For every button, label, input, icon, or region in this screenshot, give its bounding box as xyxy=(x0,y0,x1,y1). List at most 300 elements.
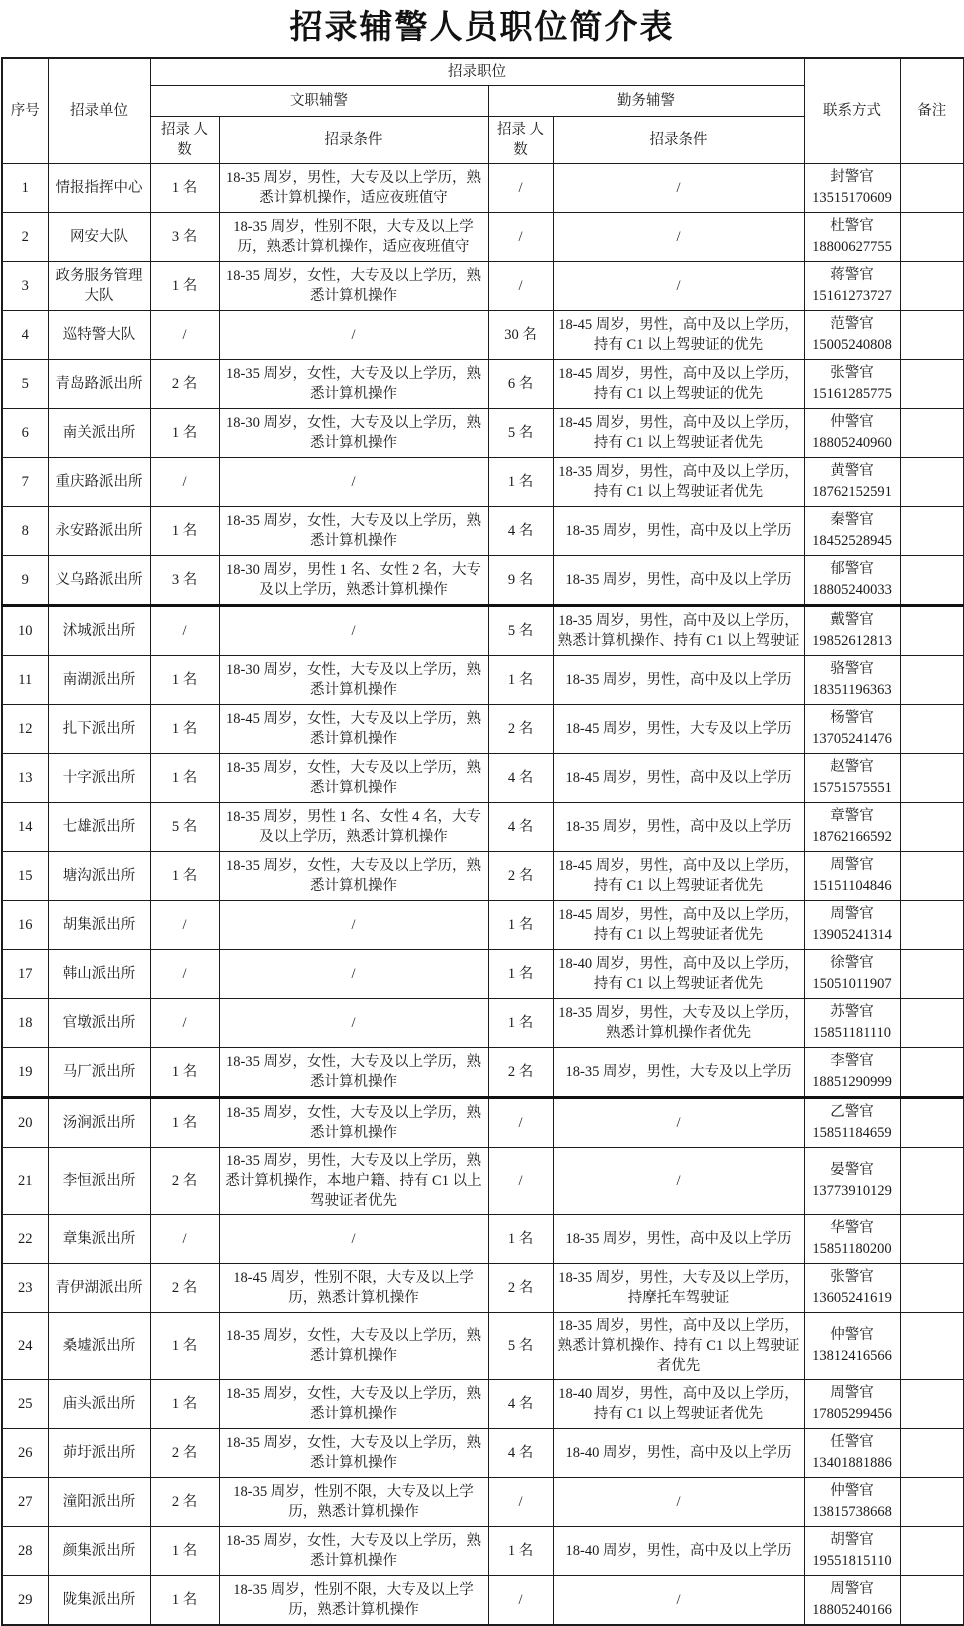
contact-officer-name: 张警官 xyxy=(830,1268,874,1285)
cell-duty-count: / xyxy=(488,1147,553,1214)
cell-civilian-conditions: 18-35 周岁，性别不限，大专及以上学历，熟悉计算机操作 xyxy=(219,1477,488,1526)
cell-duty-count: / xyxy=(488,1575,553,1625)
header-unit: 招录单位 xyxy=(48,58,150,164)
cell-row-number: 5 xyxy=(2,359,48,408)
cell-contact xyxy=(804,704,900,753)
contact-officer-name: 蒋警官 xyxy=(830,266,874,283)
cell-duty-conditions: 18-35 周岁，男性，大专及以上学历，熟悉计算机操作者优先 xyxy=(553,998,804,1047)
contact-phone-number: 15851180200 xyxy=(812,1240,892,1257)
cell-contact xyxy=(804,1097,900,1147)
cell-duty-count: / xyxy=(488,1097,553,1147)
cell-civilian-count: 1 名 xyxy=(150,408,219,457)
cell-remark xyxy=(900,1428,964,1477)
cell-civilian-conditions: 18-45 周岁，性别不限，大专及以上学历，熟悉计算机操作 xyxy=(219,1263,488,1312)
cell-unit: 庙头派出所 xyxy=(48,1379,150,1428)
cell-row-number: 29 xyxy=(2,1575,48,1625)
cell-duty-conditions: 18-35 周岁，男性，大专及以上学历，持摩托车驾驶证 xyxy=(553,1263,804,1312)
contact-phone-number: 18351196363 xyxy=(812,681,892,698)
cell-contact xyxy=(804,1147,900,1214)
table-row xyxy=(2,359,964,408)
cell-civilian-count: / xyxy=(150,998,219,1047)
contact-officer-name: 周警官 xyxy=(830,905,874,922)
cell-contact xyxy=(804,1047,900,1097)
table-row xyxy=(2,1097,964,1147)
cell-civilian-conditions: 18-35 周岁，女性，大专及以上学历，熟悉计算机操作 xyxy=(219,1097,488,1147)
cell-contact xyxy=(804,555,900,605)
contact-phone-number: 15051011907 xyxy=(812,975,892,992)
header-contact: 联系方式 xyxy=(804,58,900,164)
cell-duty-conditions: 18-40 周岁，男性，高中及以上学历 xyxy=(553,1526,804,1575)
cell-row-number: 28 xyxy=(2,1526,48,1575)
table-row xyxy=(2,1312,964,1379)
cell-row-number: 12 xyxy=(2,704,48,753)
cell-contact xyxy=(804,655,900,704)
table-header xyxy=(2,58,964,164)
cell-duty-conditions: 18-45 周岁，男性，高中及以上学历，持有 C1 以上驾驶证的优先 xyxy=(553,359,804,408)
cell-row-number: 21 xyxy=(2,1147,48,1214)
cell-duty-count: 4 名 xyxy=(488,1428,553,1477)
cell-civilian-count: / xyxy=(150,1214,219,1263)
header-duty-group: 勤务辅警 xyxy=(488,85,804,116)
contact-officer-name: 范警官 xyxy=(830,315,874,332)
cell-contact xyxy=(804,457,900,506)
cell-duty-conditions: 18-35 周岁，男性，高中及以上学历，熟悉计算机操作、持有 C1 以上驾驶证者优先 xyxy=(553,1312,804,1379)
cell-duty-conditions: 18-35 周岁，男性，高中及以上学历 xyxy=(553,506,804,555)
table-row xyxy=(2,1379,964,1428)
cell-row-number: 4 xyxy=(2,310,48,359)
cell-duty-count: 4 名 xyxy=(488,506,553,555)
header-civilian-conditions: 招录条件 xyxy=(219,116,488,163)
cell-duty-conditions: 18-45 周岁，男性，高中及以上学历，持有 C1 以上驾驶证者优先 xyxy=(553,408,804,457)
cell-row-number: 3 xyxy=(2,261,48,310)
cell-remark xyxy=(900,655,964,704)
contact-officer-name: 周警官 xyxy=(830,1384,874,1401)
cell-civilian-conditions: 18-35 周岁，女性，大专及以上学历，熟悉计算机操作 xyxy=(219,753,488,802)
contact-phone-number: 13773910129 xyxy=(812,1182,892,1199)
cell-civilian-count: 1 名 xyxy=(150,1575,219,1625)
cell-duty-conditions: 18-45 周岁，男性，大专及以上学历 xyxy=(553,704,804,753)
cell-civilian-conditions: 18-35 周岁，女性，大专及以上学历，熟悉计算机操作 xyxy=(219,1312,488,1379)
table-row xyxy=(2,1147,964,1214)
contact-phone-number: 18805240960 xyxy=(812,434,892,451)
contact-phone-number: 18805240033 xyxy=(812,581,892,598)
cell-civilian-conditions: 18-35 周岁，性别不限，大专及以上学历，熟悉计算机操作，适应夜班值守 xyxy=(219,212,488,261)
contact-officer-name: 戴警官 xyxy=(830,611,874,628)
contact-officer-name: 李警官 xyxy=(830,1052,874,1069)
cell-remark xyxy=(900,998,964,1047)
table-row xyxy=(2,163,964,212)
contact-officer-name: 赵警官 xyxy=(830,758,874,775)
cell-civilian-conditions: / xyxy=(219,310,488,359)
cell-civilian-count: 5 名 xyxy=(150,802,219,851)
cell-civilian-conditions: 18-35 周岁，女性，大专及以上学历，熟悉计算机操作 xyxy=(219,1526,488,1575)
cell-duty-count: 1 名 xyxy=(488,1214,553,1263)
contact-phone-number: 13515170609 xyxy=(812,189,892,206)
cell-civilian-count: 3 名 xyxy=(150,212,219,261)
cell-contact xyxy=(804,212,900,261)
cell-contact xyxy=(804,1575,900,1625)
cell-contact xyxy=(804,506,900,555)
cell-civilian-count: 2 名 xyxy=(150,1263,219,1312)
cell-contact xyxy=(804,1263,900,1312)
table-row xyxy=(2,655,964,704)
contact-phone-number: 18762152591 xyxy=(812,483,892,500)
cell-row-number: 18 xyxy=(2,998,48,1047)
cell-unit: 颜集派出所 xyxy=(48,1526,150,1575)
table-row xyxy=(2,1575,964,1625)
header-position-group: 招录职位 xyxy=(150,58,804,86)
contact-phone-number: 18762166592 xyxy=(812,828,892,845)
contact-officer-name: 杨警官 xyxy=(830,709,874,726)
contact-officer-name: 仲警官 xyxy=(830,1482,874,1499)
contact-officer-name: 骆警官 xyxy=(830,660,874,677)
cell-remark xyxy=(900,1312,964,1379)
cell-row-number: 26 xyxy=(2,1428,48,1477)
cell-unit: 官墩派出所 xyxy=(48,998,150,1047)
cell-civilian-conditions: / xyxy=(219,457,488,506)
cell-civilian-count: 1 名 xyxy=(150,753,219,802)
cell-duty-count: 1 名 xyxy=(488,998,553,1047)
contact-phone-number: 15005240808 xyxy=(812,336,892,353)
cell-civilian-count: / xyxy=(150,900,219,949)
cell-remark xyxy=(900,555,964,605)
contact-officer-name: 封警官 xyxy=(830,168,874,185)
contact-phone-number: 15851181110 xyxy=(812,1024,892,1041)
cell-contact xyxy=(804,1379,900,1428)
cell-remark xyxy=(900,900,964,949)
cell-duty-count: 1 名 xyxy=(488,949,553,998)
contact-phone-number: 15161273727 xyxy=(812,287,892,304)
cell-remark xyxy=(900,457,964,506)
header-duty-conditions: 招录条件 xyxy=(553,116,804,163)
cell-row-number: 13 xyxy=(2,753,48,802)
contact-phone-number: 13705241476 xyxy=(812,730,892,747)
cell-duty-count: 5 名 xyxy=(488,605,553,655)
contact-phone-number: 18851290999 xyxy=(812,1073,892,1090)
cell-civilian-count: 1 名 xyxy=(150,851,219,900)
table-row xyxy=(2,1214,964,1263)
cell-civilian-conditions: 18-35 周岁，男性 1 名、女性 4 名，大专及以上学历，熟悉计算机操作 xyxy=(219,802,488,851)
cell-unit: 十字派出所 xyxy=(48,753,150,802)
table-row xyxy=(2,1477,964,1526)
header-civilian-group: 文职辅警 xyxy=(150,85,488,116)
cell-remark xyxy=(900,704,964,753)
cell-duty-conditions: 18-40 周岁，男性，高中及以上学历 xyxy=(553,1428,804,1477)
cell-contact xyxy=(804,753,900,802)
cell-duty-conditions: 18-35 周岁，男性，高中及以上学历 xyxy=(553,655,804,704)
cell-duty-count: 2 名 xyxy=(488,1047,553,1097)
cell-civilian-count: 1 名 xyxy=(150,1379,219,1428)
cell-civilian-count: 2 名 xyxy=(150,1147,219,1214)
cell-duty-count: 1 名 xyxy=(488,655,553,704)
cell-civilian-count: 1 名 xyxy=(150,506,219,555)
cell-remark xyxy=(900,1575,964,1625)
contact-officer-name: 仲警官 xyxy=(830,413,874,430)
table-row xyxy=(2,900,964,949)
contact-phone-number: 18452528945 xyxy=(812,532,892,549)
table-row xyxy=(2,310,964,359)
cell-remark xyxy=(900,802,964,851)
cell-remark xyxy=(900,949,964,998)
contact-officer-name: 晏警官 xyxy=(830,1161,874,1178)
cell-row-number: 9 xyxy=(2,555,48,605)
table-row xyxy=(2,261,964,310)
cell-unit: 义乌路派出所 xyxy=(48,555,150,605)
cell-duty-conditions: / xyxy=(553,1477,804,1526)
cell-row-number: 8 xyxy=(2,506,48,555)
cell-duty-conditions: / xyxy=(553,1575,804,1625)
cell-remark xyxy=(900,408,964,457)
cell-duty-conditions: / xyxy=(553,163,804,212)
table-row xyxy=(2,555,964,605)
cell-duty-count: 1 名 xyxy=(488,457,553,506)
contact-phone-number: 15751575551 xyxy=(812,779,892,796)
cell-remark xyxy=(900,753,964,802)
cell-remark xyxy=(900,506,964,555)
cell-civilian-count: 2 名 xyxy=(150,1428,219,1477)
cell-duty-conditions: 18-40 周岁，男性，高中及以上学历，持有 C1 以上驾驶证者优先 xyxy=(553,1379,804,1428)
cell-duty-count: 1 名 xyxy=(488,1526,553,1575)
cell-duty-count: 5 名 xyxy=(488,408,553,457)
cell-contact xyxy=(804,1526,900,1575)
contact-phone-number: 15151104846 xyxy=(812,877,892,894)
cell-row-number: 10 xyxy=(2,605,48,655)
table-row xyxy=(2,851,964,900)
cell-unit: 胡集派出所 xyxy=(48,900,150,949)
cell-duty-count: / xyxy=(488,212,553,261)
cell-duty-conditions: 18-45 周岁，男性，高中及以上学历，持有 C1 以上驾驶证的优先 xyxy=(553,310,804,359)
cell-duty-count: 5 名 xyxy=(488,1312,553,1379)
cell-civilian-count: 1 名 xyxy=(150,704,219,753)
cell-remark xyxy=(900,1379,964,1428)
cell-remark xyxy=(900,1047,964,1097)
cell-remark xyxy=(900,212,964,261)
cell-duty-count: / xyxy=(488,261,553,310)
cell-civilian-conditions: 18-35 周岁，女性，大专及以上学历，熟悉计算机操作 xyxy=(219,851,488,900)
table-row xyxy=(2,212,964,261)
contact-officer-name: 周警官 xyxy=(830,1580,874,1597)
cell-remark xyxy=(900,1526,964,1575)
contact-phone-number: 15161285775 xyxy=(812,385,892,402)
cell-civilian-count: 1 名 xyxy=(150,261,219,310)
cell-unit: 巡特警大队 xyxy=(48,310,150,359)
cell-row-number: 2 xyxy=(2,212,48,261)
cell-contact xyxy=(804,1477,900,1526)
header-row-number: 序号 xyxy=(2,58,48,164)
cell-row-number: 15 xyxy=(2,851,48,900)
cell-remark xyxy=(900,359,964,408)
table-row xyxy=(2,408,964,457)
cell-remark xyxy=(900,310,964,359)
cell-civilian-count: 2 名 xyxy=(150,1477,219,1526)
cell-remark xyxy=(900,1097,964,1147)
cell-duty-count: 1 名 xyxy=(488,900,553,949)
contact-officer-name: 徐警官 xyxy=(830,954,874,971)
cell-unit: 韩山派出所 xyxy=(48,949,150,998)
cell-duty-count: 6 名 xyxy=(488,359,553,408)
cell-civilian-conditions: / xyxy=(219,900,488,949)
contact-officer-name: 张警官 xyxy=(830,364,874,381)
cell-unit: 青岛路派出所 xyxy=(48,359,150,408)
cell-civilian-conditions: 18-35 周岁，女性，大专及以上学历，熟悉计算机操作 xyxy=(219,359,488,408)
cell-civilian-count: 1 名 xyxy=(150,1526,219,1575)
contact-officer-name: 杜警官 xyxy=(830,217,874,234)
cell-remark xyxy=(900,605,964,655)
contact-phone-number: 13401881886 xyxy=(812,1454,892,1471)
cell-civilian-count: / xyxy=(150,605,219,655)
cell-civilian-conditions: 18-35 周岁，男性，大专及以上学历，熟悉计算机操作，适应夜班值守 xyxy=(219,163,488,212)
cell-duty-count: / xyxy=(488,163,553,212)
cell-civilian-conditions: 18-45 周岁，女性，大专及以上学历，熟悉计算机操作 xyxy=(219,704,488,753)
cell-civilian-count: / xyxy=(150,949,219,998)
cell-duty-conditions: 18-35 周岁，男性，高中及以上学历，熟悉计算机操作、持有 C1 以上驾驶证 xyxy=(553,605,804,655)
cell-duty-count: 4 名 xyxy=(488,802,553,851)
cell-civilian-conditions: 18-35 周岁，女性，大专及以上学历，熟悉计算机操作 xyxy=(219,261,488,310)
table-row xyxy=(2,1263,964,1312)
table-row xyxy=(2,1428,964,1477)
cell-duty-conditions: 18-45 周岁，男性，高中及以上学历，持有 C1 以上驾驶证者优先 xyxy=(553,851,804,900)
cell-row-number: 24 xyxy=(2,1312,48,1379)
contact-phone-number: 13812416566 xyxy=(812,1347,892,1364)
cell-civilian-count: 2 名 xyxy=(150,359,219,408)
contact-phone-number: 15851184659 xyxy=(812,1124,892,1141)
contact-phone-number: 17805299456 xyxy=(812,1405,892,1422)
cell-row-number: 1 xyxy=(2,163,48,212)
cell-unit: 塘沟派出所 xyxy=(48,851,150,900)
contact-phone-number: 19852612813 xyxy=(812,632,892,649)
cell-row-number: 17 xyxy=(2,949,48,998)
table-row xyxy=(2,704,964,753)
cell-duty-count: 4 名 xyxy=(488,753,553,802)
contact-officer-name: 仲警官 xyxy=(830,1326,874,1343)
cell-duty-conditions: 18-35 周岁，男性，高中及以上学历 xyxy=(553,555,804,605)
cell-civilian-count: 1 名 xyxy=(150,1312,219,1379)
cell-duty-conditions: 18-45 周岁，男性，高中及以上学历 xyxy=(553,753,804,802)
cell-contact xyxy=(804,1428,900,1477)
cell-row-number: 19 xyxy=(2,1047,48,1097)
cell-unit: 马厂派出所 xyxy=(48,1047,150,1097)
cell-civilian-conditions: 18-35 周岁，女性，大专及以上学历，熟悉计算机操作 xyxy=(219,506,488,555)
cell-unit: 青伊湖派出所 xyxy=(48,1263,150,1312)
contact-officer-name: 任警官 xyxy=(830,1433,874,1450)
cell-unit: 潼阳派出所 xyxy=(48,1477,150,1526)
cell-unit: 章集派出所 xyxy=(48,1214,150,1263)
table-row xyxy=(2,949,964,998)
cell-unit: 情报指挥中心 xyxy=(48,163,150,212)
cell-contact xyxy=(804,1214,900,1263)
cell-contact xyxy=(804,851,900,900)
cell-duty-count: 9 名 xyxy=(488,555,553,605)
cell-unit: 网安大队 xyxy=(48,212,150,261)
contact-phone-number: 13905241314 xyxy=(812,926,892,943)
cell-contact xyxy=(804,359,900,408)
page-title: 招录辅警人员职位简介表 xyxy=(289,10,675,46)
cell-duty-conditions: / xyxy=(553,261,804,310)
cell-row-number: 27 xyxy=(2,1477,48,1526)
cell-civilian-conditions: 18-35 周岁，女性，大专及以上学历，熟悉计算机操作 xyxy=(219,1047,488,1097)
cell-row-number: 20 xyxy=(2,1097,48,1147)
cell-duty-count: 2 名 xyxy=(488,851,553,900)
contact-officer-name: 周警官 xyxy=(830,856,874,873)
cell-civilian-count: / xyxy=(150,310,219,359)
cell-civilian-conditions: / xyxy=(219,605,488,655)
cell-duty-count: 30 名 xyxy=(488,310,553,359)
cell-row-number: 16 xyxy=(2,900,48,949)
cell-civilian-conditions: 18-35 周岁，女性，大专及以上学历，熟悉计算机操作 xyxy=(219,1428,488,1477)
cell-unit: 李恒派出所 xyxy=(48,1147,150,1214)
contact-phone-number: 13815738668 xyxy=(812,1503,892,1520)
cell-unit: 桑墟派出所 xyxy=(48,1312,150,1379)
cell-duty-conditions: / xyxy=(553,212,804,261)
cell-remark xyxy=(900,1147,964,1214)
table-row xyxy=(2,753,964,802)
cell-row-number: 11 xyxy=(2,655,48,704)
cell-civilian-count: 1 名 xyxy=(150,1047,219,1097)
cell-unit: 沭城派出所 xyxy=(48,605,150,655)
cell-contact xyxy=(804,163,900,212)
table-row xyxy=(2,802,964,851)
contact-officer-name: 苏警官 xyxy=(830,1003,874,1020)
cell-contact xyxy=(804,1312,900,1379)
contact-officer-name: 郁警官 xyxy=(830,560,874,577)
cell-contact xyxy=(804,900,900,949)
contact-officer-name: 秦警官 xyxy=(830,511,874,528)
table-row xyxy=(2,1047,964,1097)
table-row xyxy=(2,605,964,655)
cell-duty-count: / xyxy=(488,1477,553,1526)
table-row xyxy=(2,1526,964,1575)
contact-officer-name: 章警官 xyxy=(830,807,874,824)
table-row xyxy=(2,998,964,1047)
cell-row-number: 7 xyxy=(2,457,48,506)
cell-contact xyxy=(804,998,900,1047)
cell-civilian-count: 3 名 xyxy=(150,555,219,605)
cell-unit: 七雄派出所 xyxy=(48,802,150,851)
cell-contact xyxy=(804,949,900,998)
cell-civilian-count: / xyxy=(150,457,219,506)
cell-civilian-conditions: 18-35 周岁，男性，大专及以上学历，熟悉计算机操作，本地户籍、持有 C1 以上驾驶证者优先 xyxy=(219,1147,488,1214)
recruitment-table xyxy=(1,57,964,1626)
cell-duty-conditions: 18-35 周岁，男性，高中及以上学历，持有 C1 以上驾驶证者优先 xyxy=(553,457,804,506)
cell-unit: 陇集派出所 xyxy=(48,1575,150,1625)
table-row xyxy=(2,506,964,555)
contact-phone-number: 19551815110 xyxy=(812,1552,892,1569)
cell-duty-conditions: 18-40 周岁，男性，高中及以上学历，持有 C1 以上驾驶证者优先 xyxy=(553,949,804,998)
cell-remark xyxy=(900,1214,964,1263)
cell-row-number: 25 xyxy=(2,1379,48,1428)
cell-duty-conditions: 18-35 周岁，男性，高中及以上学历 xyxy=(553,802,804,851)
cell-duty-conditions: 18-35 周岁，男性，大专及以上学历 xyxy=(553,1047,804,1097)
cell-row-number: 22 xyxy=(2,1214,48,1263)
cell-contact xyxy=(804,605,900,655)
cell-unit: 南关派出所 xyxy=(48,408,150,457)
cell-duty-count: 2 名 xyxy=(488,704,553,753)
contact-officer-name: 华警官 xyxy=(830,1219,874,1236)
cell-civilian-conditions: / xyxy=(219,998,488,1047)
header-duty-count: 招录 人数 xyxy=(488,116,553,163)
cell-duty-conditions: / xyxy=(553,1097,804,1147)
contact-officer-name: 黄警官 xyxy=(830,462,874,479)
cell-row-number: 6 xyxy=(2,408,48,457)
cell-duty-count: 2 名 xyxy=(488,1263,553,1312)
cell-unit: 南湖派出所 xyxy=(48,655,150,704)
contact-officer-name: 胡警官 xyxy=(830,1531,874,1548)
cell-unit: 永安路派出所 xyxy=(48,506,150,555)
cell-duty-conditions: / xyxy=(553,1147,804,1214)
cell-unit: 茆圩派出所 xyxy=(48,1428,150,1477)
cell-unit: 扎下派出所 xyxy=(48,704,150,753)
cell-civilian-conditions: 18-30 周岁，女性，大专及以上学历，熟悉计算机操作 xyxy=(219,655,488,704)
